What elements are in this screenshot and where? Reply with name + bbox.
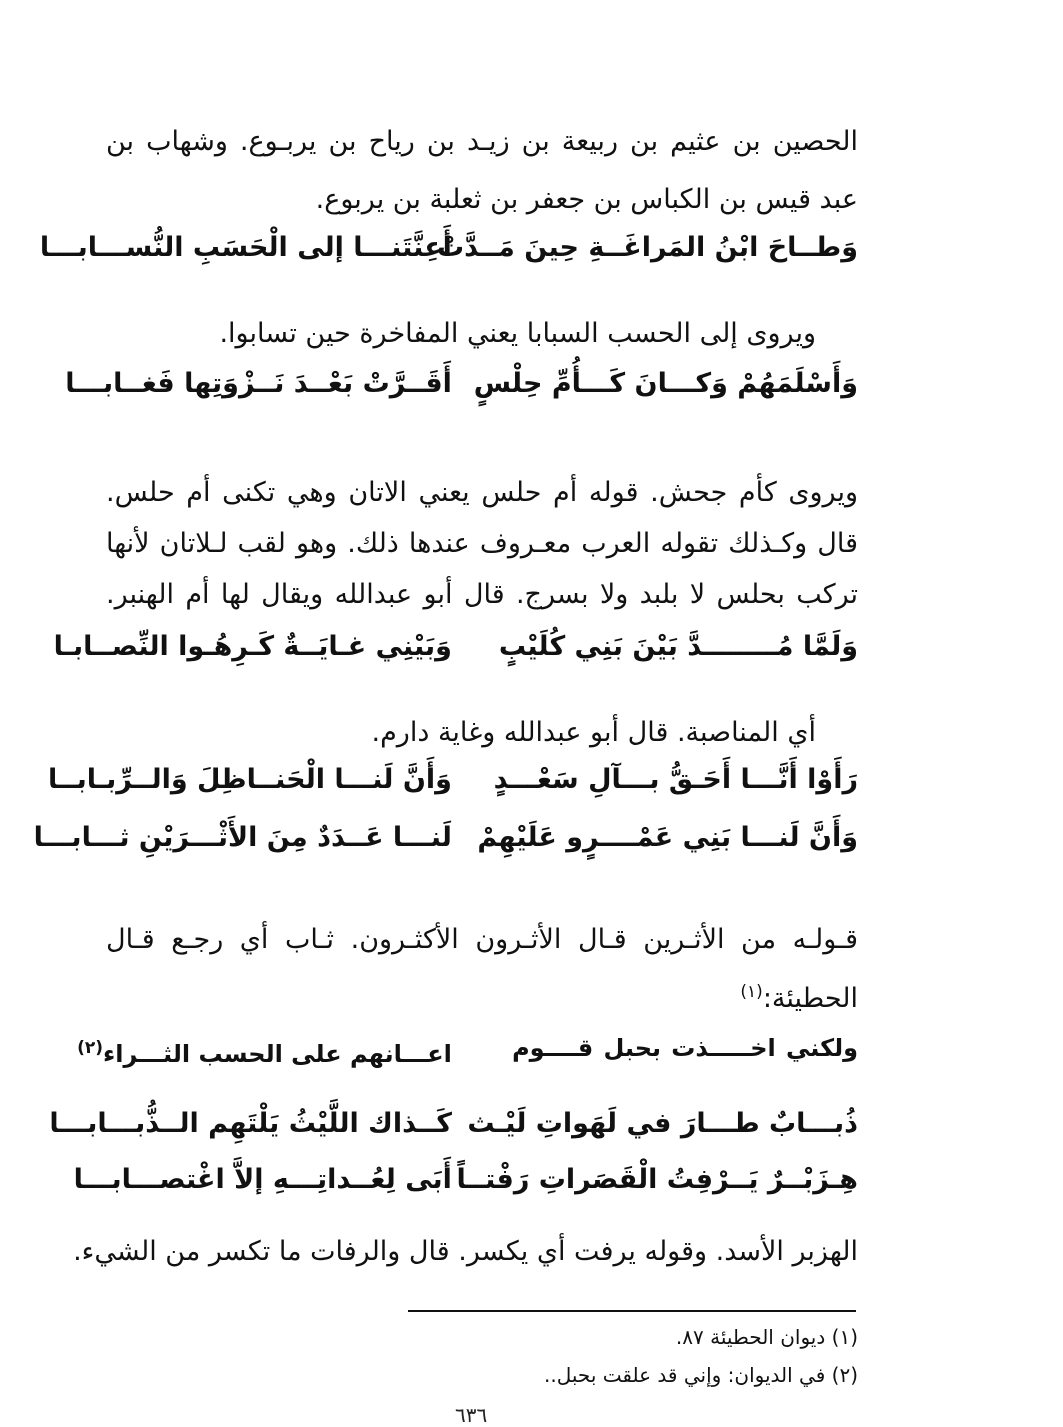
text-line	[106, 314, 858, 354]
verse-line	[49, 1104, 858, 1144]
text-line-content: قـولـه من الأثـرين قـال الأثـرون الأكثـرون. ثـاب أي رجـع قـال	[106, 924, 858, 955]
text-line: قال وكـذلك تقوله العرب معـروف عندها ذلك. وهو لقب لـلاتان لأنها	[106, 528, 858, 559]
verse-second-hemistich	[77, 1028, 452, 1068]
verse-first-hemistich: وَطــاحَ ابْنُ المَراغَــةِ حِينَ مَــدَّتْ	[436, 232, 858, 263]
verse-first-hemistich: ذُبـــابٌ طـــارَ في لَهَواتِ لَيْـث	[467, 1108, 858, 1139]
text-line: الهزبر الأسد. وقوله يرفت أي يكسر. قال والرفات ما تكسر من الشيء.	[73, 1236, 858, 1267]
verse-line	[33, 818, 858, 858]
verse-second-hemistich: وَبَيْنِي غـايَــةٌ كَـرِهُـوا النِّصــابـا	[53, 631, 452, 662]
footnote: (١) ديوان الحطيئة ٨٧.	[675, 1325, 858, 1349]
verse-second-hemistich: وَأَنَّ لَنـــا الْحَنــاظِلَ وَالــرِّبـابــا	[47, 764, 452, 795]
verse-second-hemistich: لَنـــا عَــدَدٌ مِنَ الأَثْـــرَيْنِ ثـــابـــا	[33, 822, 452, 853]
verse-first-hemistich: وَلَمَّا مُــــــــدَّ بَيْنَ بَنِي كُلَيْبٍ	[498, 631, 858, 662]
verse-line	[73, 1160, 858, 1200]
text-line	[106, 920, 858, 960]
verse-line	[39, 228, 858, 268]
text-line-content: ويروى إلى الحسب السبابا يعني المفاخرة حين تسابوا.	[219, 318, 816, 349]
verse-second-hemistich: أَبَى لِعُــداتِـــهِ إلاَّ اغْتصـــابـــا	[73, 1164, 452, 1195]
text-line-content: الحطيئة:	[762, 983, 858, 1014]
text-line: الحصين بن عثيم بن ربيعة بن زيـد بن رياح بن يربـوع. وشهاب بن	[106, 126, 858, 157]
text-line-content: ويروى كأم جحش. قوله أم حلس يعني الاتان وهي تكنى أم حلس.	[106, 477, 858, 508]
verse-first-hemistich: رَأَوْا أَنَّـــا أَحَـقُّ بـــآلِ سَعْـــدٍ	[493, 764, 858, 795]
verse-first-hemistich: ولكني اخـــــذت بحبل قــــوم	[512, 1034, 858, 1062]
text-line-content: أي المناصبة. قال أبو عبدالله وغاية دارم.	[371, 717, 816, 748]
verse-first-hemistich: وَأَسْلَمَهُمْ وَكـــانَ كَـــأُمِّ حِلْسٍ	[473, 368, 858, 399]
page-number: ٦٣٦	[455, 1403, 488, 1427]
verse-line	[53, 627, 858, 667]
text-line: تركب بحلس لا بلبد ولا بسرج. قال أبو عبدالله ويقال لها أم الهنبر.	[106, 579, 858, 610]
verse-text: اعـــانهم على الحسب الثـــراء	[103, 1040, 452, 1068]
verse-first-hemistich: هِـزَبْــرٌ يَــرْفِتُ الْقَصَراتِ رَفْتــاً	[456, 1164, 858, 1195]
verse-first-hemistich: وَأَنَّ لَنـــا بَنِي عَمْــــرٍو عَلَيْهِمْ	[477, 822, 858, 853]
verse-line	[77, 1028, 858, 1068]
footnote-mark: (١)	[740, 982, 763, 1002]
verse-second-hemistich: أَقَــرَّتْ بَعْــدَ نَــزْوَتِها فَغــابـــا	[65, 368, 452, 399]
footnote-divider	[408, 1310, 856, 1312]
text-line	[106, 473, 858, 513]
verse-line	[47, 760, 858, 800]
text-line	[106, 713, 858, 753]
footnote-mark: (٢)	[77, 1038, 104, 1058]
verse-second-hemistich: أَعِنَّتَنـــا إلى الْحَسَبِ النُّســـابـــا	[39, 232, 452, 263]
verse-line	[65, 364, 858, 404]
text-line: عبد قيس بن الكباس بن جعفر بن ثعلبة بن يربوع.	[315, 184, 858, 215]
footnote: (٢) في الديوان: وإني قد علقت بحبل..	[544, 1363, 858, 1387]
text-line	[106, 972, 858, 1012]
verse-second-hemistich: كَــذاك اللَّيْثُ يَلْتَهِم الــذُّبـــابـــا	[49, 1108, 452, 1139]
